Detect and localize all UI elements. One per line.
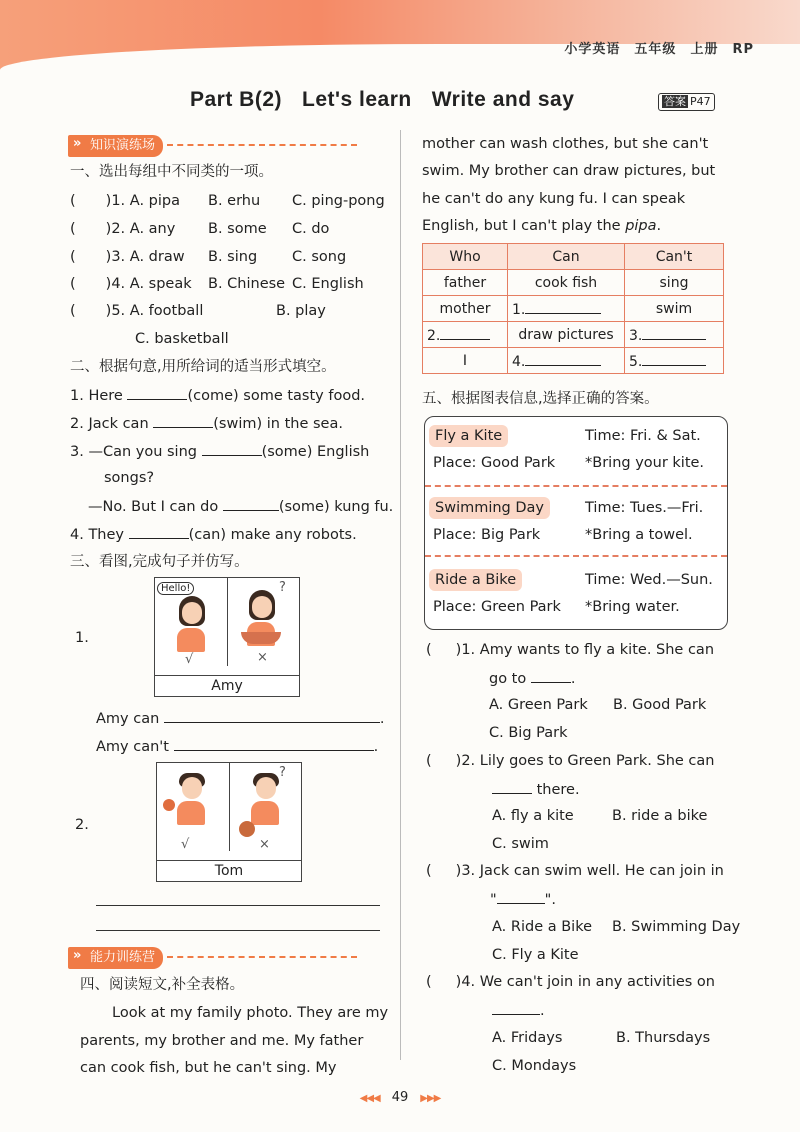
table-cell: draw pictures [508,322,625,348]
answer-blank[interactable] [127,385,187,400]
amy-cant-line: Amy can't . [96,736,378,757]
amy-can-line: Amy can . [96,708,385,729]
q3-pic2-number: 2. [75,817,89,833]
q5-q3-line2: " ". [490,889,556,910]
answer-blank[interactable] [202,441,262,456]
grade: 五年级 [634,42,677,57]
title-part: Part B(2) [190,88,283,111]
prev-arrows-icon: ◀◀◀ [359,1093,380,1104]
answer-blank[interactable] [153,413,213,428]
q5-q3-option-c: C. Fly a Kite [492,947,579,963]
activity-place: Place: Good Park [433,455,556,471]
q2-line-5: 4. They (can) make any robots. [70,524,357,545]
answer-blank[interactable] [164,708,380,723]
tom-caption: Tom [157,860,301,881]
q5-q3-options: A. Ride a Bike B. Swimming Day [492,919,741,935]
wok-icon [241,632,281,644]
dashed-separator [425,485,727,487]
activity-time: Time: Fri. & Sat. [585,428,701,444]
activity-place: Place: Green Park [433,599,561,615]
table-header-row [423,244,724,270]
amy-picture [154,577,300,697]
question-icon: ? [279,765,286,780]
table-cell-blank[interactable]: 2. [423,322,508,348]
q2-line-2: 2. Jack can (swim) in the sea. [70,413,343,434]
table-row [423,322,724,348]
passage-line: parents, my brother and me. My father [80,1033,364,1049]
section-knowledge [68,134,357,156]
dashed-rule [167,956,357,958]
boy-body [251,801,279,825]
table-cell: father [423,270,508,296]
answer-blank[interactable] [492,779,532,794]
activity-time: Time: Tues.—Fri. [585,500,704,516]
table-row [423,296,724,322]
title-write-and-say: Write and say [431,88,575,111]
q5-q2-line2: there. [492,779,580,800]
passage-italic-word: pipa [625,218,657,234]
dashed-separator [425,555,727,557]
table-cell-blank[interactable]: 5. [625,348,724,374]
table-cell-blank[interactable]: 3. [625,322,724,348]
q5-question-1: ( )1. Amy wants to fly a kite. She can [426,642,715,658]
header-band [0,0,800,70]
tom-can-panel [157,763,230,851]
tom-picture [156,762,302,882]
q5-q4-options: A. Fridays B. Thursdays [492,1030,711,1046]
table-cell: mother [423,296,508,322]
q3-pic1-number: 1. [75,630,89,646]
basketball-icon [239,821,255,837]
answer-blank[interactable] [492,1000,540,1015]
q2-line-1: 1. Here (come) some tasty food. [70,385,365,406]
amy-can-panel [155,578,228,666]
q5-q1-line2: go to . [489,668,575,689]
q5-q2-option-c: C. swim [492,836,549,852]
q1-heading: 一、选出每组中不同类的一项。 [70,164,273,180]
q1-item: ( )3. A. draw B. sing C. song [70,249,347,265]
answer-reference [658,93,715,111]
passage-line: English, but I can't play the pipa. [422,218,662,234]
activity-note: *Bring a towel. [585,527,693,543]
boy-body [177,801,205,825]
passage-line: mother can wash clothes, but she can't [422,136,709,152]
subject: 小学英语 [564,42,621,57]
writing-line[interactable] [96,905,380,906]
amy-caption: Amy [155,675,299,696]
amy-cannot-panel [227,578,298,666]
answer-blank[interactable] [531,668,571,683]
q2-heading: 二、根据句意,用所给词的适当形式填空。 [70,359,336,375]
dashed-rule [167,144,357,146]
cross-icon: × [259,837,270,852]
q5-question-4: ( )4. We can't join in any activities on [426,974,715,990]
page-title [190,88,594,112]
check-icon: √ [185,652,194,667]
page-number: 49 [391,1090,409,1105]
activity-note: *Bring water. [585,599,680,615]
boy-face [256,777,276,799]
q3-heading: 三、看图,完成句子并仿写。 [70,554,249,570]
q2-line-3b: songs? [104,470,155,486]
q5-heading: 五、根据图表信息,选择正确的答案。 [422,391,659,407]
q5-q2-options: A. fly a kite B. ride a bike [492,808,708,824]
writing-line[interactable] [96,930,380,931]
edition: RP [732,42,754,57]
table-row [423,348,724,374]
activity-kite [425,417,727,487]
question-icon: ? [279,580,286,595]
answer-page: P47 [690,95,711,108]
table-header: Who [423,244,508,270]
passage-line: swim. My brother can draw pictures, but [422,163,716,179]
answer-blank[interactable] [129,524,189,539]
q2-line-3: 3. —Can you sing (some) English [70,441,369,462]
girl-face [252,596,272,618]
activity-name: Ride a Bike [429,569,522,591]
section-ability [68,946,357,968]
boy-face [182,777,202,799]
table-cell: I [423,348,508,374]
column-divider [400,130,401,1060]
girl-face [182,602,202,624]
q1-item: ( )2. A. any B. some C. do [70,221,330,237]
activity-place: Place: Big Park [433,527,541,543]
table-cell: sing [625,270,724,296]
table-cell: cook fish [508,270,625,296]
table-row [423,270,724,296]
passage-line: he can't do any kung fu. I can speak [422,191,686,207]
next-arrows-icon: ▶▶▶ [420,1093,441,1104]
activity-time: Time: Wed.—Sun. [585,572,713,588]
q5-q1-options: A. Green Park B. Good Park [489,697,707,713]
q5-q4-option-c: C. Mondays [492,1058,577,1074]
activity-note: *Bring your kite. [585,455,705,471]
q1-item: ( )1. A. pipa B. erhu C. ping-pong [70,193,385,209]
activity-bike [425,561,727,631]
answer-blank[interactable] [174,736,374,751]
page-footer [0,1090,800,1105]
title-lets-learn: Let's learn [302,88,412,111]
activity-board [424,416,728,630]
q5-question-2: ( )2. Lily goes to Green Park. She can [426,753,715,769]
q1-item: ( )5. A. football B. play [70,303,326,319]
table-cell: swim [625,296,724,322]
q2-line-4: —No. But I can do (some) kung fu. [88,496,393,517]
q1-item: ( )4. A. speak B. Chinese C. English [70,276,364,292]
tom-cannot-panel [229,763,300,851]
section-tag: » 能力训练营 [68,947,163,969]
table-cell-blank[interactable]: 1. [508,296,625,322]
section-tag: » 知识演练场 [68,135,163,157]
activity-name: Swimming Day [429,497,550,519]
paddle-icon [163,799,175,811]
answer-label: 答案 [664,95,686,108]
table-cell-blank[interactable]: 4. [508,348,625,374]
answer-blank[interactable] [223,496,279,511]
table-header: Can't [625,244,724,270]
family-table [422,243,724,374]
activity-swimming [425,489,727,559]
table-header: Can [508,244,625,270]
passage-line: can cook fish, but he can't sing. My [80,1060,337,1076]
volume: 上册 [690,42,719,57]
passage-line: Look at my family photo. They are my [112,1005,389,1021]
activity-name: Fly a Kite [429,425,508,447]
q1-item-5c: C. basketball [135,331,229,347]
q4-heading: 四、阅读短文,补全表格。 [80,977,245,993]
girl-body [177,628,205,652]
q5-q4-line2: . [492,1000,545,1021]
book-header [550,38,754,57]
answer-blank[interactable] [497,889,545,904]
speech-bubble: Hello! [157,582,194,595]
cross-icon: × [257,650,268,665]
check-icon: √ [181,837,190,852]
q5-question-3: ( )3. Jack can swim well. He can join in [426,863,724,879]
q5-q1-option-c: C. Big Park [489,725,568,741]
